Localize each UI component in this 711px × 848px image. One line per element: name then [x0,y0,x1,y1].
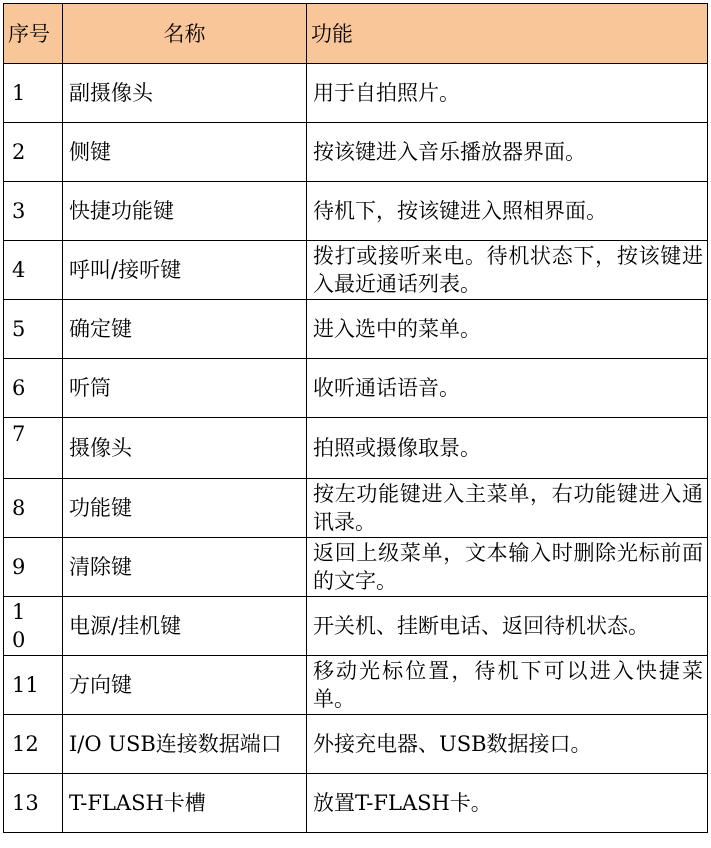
row-index: 7 [4,418,63,479]
row-function: 进入选中的菜单。 [307,300,708,359]
table-row [4,774,708,833]
row-name: 快捷功能键 [63,182,307,241]
row-function: 外接充电器、USB数据接口。 [307,715,708,774]
row-function: 移动光标位置，待机下可以进入快捷菜单。 [307,656,708,715]
row-name: 确定键 [63,300,307,359]
row-name: 呼叫/接听键 [63,241,307,300]
row-index: 1 [4,64,63,123]
row-function: 返回上级菜单，文本输入时删除光标前面的文字。 [307,538,708,597]
row-index: 11 [4,656,63,715]
table-row [4,182,708,241]
table-row [4,241,708,300]
table-row [4,300,708,359]
key-function-table [3,3,708,833]
row-name: 摄像头 [63,418,307,479]
row-function: 收听通话语音。 [307,359,708,418]
row-name: 副摄像头 [63,64,307,123]
row-index: 5 [4,300,63,359]
row-function: 用于自拍照片。 [307,64,708,123]
table-row [4,597,708,656]
row-index: 1 0 [4,597,63,656]
row-index: 9 [4,538,63,597]
row-name: 侧键 [63,123,307,182]
row-name: 方向键 [63,656,307,715]
table-row [4,359,708,418]
row-index: 2 [4,123,63,182]
row-index: 4 [4,241,63,300]
table-row [4,538,708,597]
row-function: 按该键进入音乐播放器界面。 [307,123,708,182]
row-name: 清除键 [63,538,307,597]
header-function: 功能 [307,4,708,64]
row-name: T-FLASH卡槽 [63,774,307,833]
row-function: 按左功能键进入主菜单，右功能键进入通讯录。 [307,479,708,538]
row-name: 电源/挂机键 [63,597,307,656]
table-row [4,123,708,182]
row-function: 拍照或摄像取景。 [307,418,708,479]
table-row [4,64,708,123]
table-row [4,479,708,538]
row-name: 听筒 [63,359,307,418]
table-header-row [4,4,708,64]
table-row [4,418,708,479]
row-index: 6 [4,359,63,418]
row-name: I/O USB连接数据端口 [63,715,307,774]
header-index: 序号 [4,4,63,64]
table-row [4,715,708,774]
row-name: 功能键 [63,479,307,538]
row-index: 8 [4,479,63,538]
row-index: 13 [4,774,63,833]
row-function: 拨打或接听来电。待机状态下，按该键进入最近通话列表。 [307,241,708,300]
row-function: 放置T-FLASH卡。 [307,774,708,833]
row-function: 待机下，按该键进入照相界面。 [307,182,708,241]
row-function: 开关机、挂断电话、返回待机状态。 [307,597,708,656]
row-index: 3 [4,182,63,241]
table-row [4,656,708,715]
row-index: 12 [4,715,63,774]
header-name: 名称 [63,4,307,64]
